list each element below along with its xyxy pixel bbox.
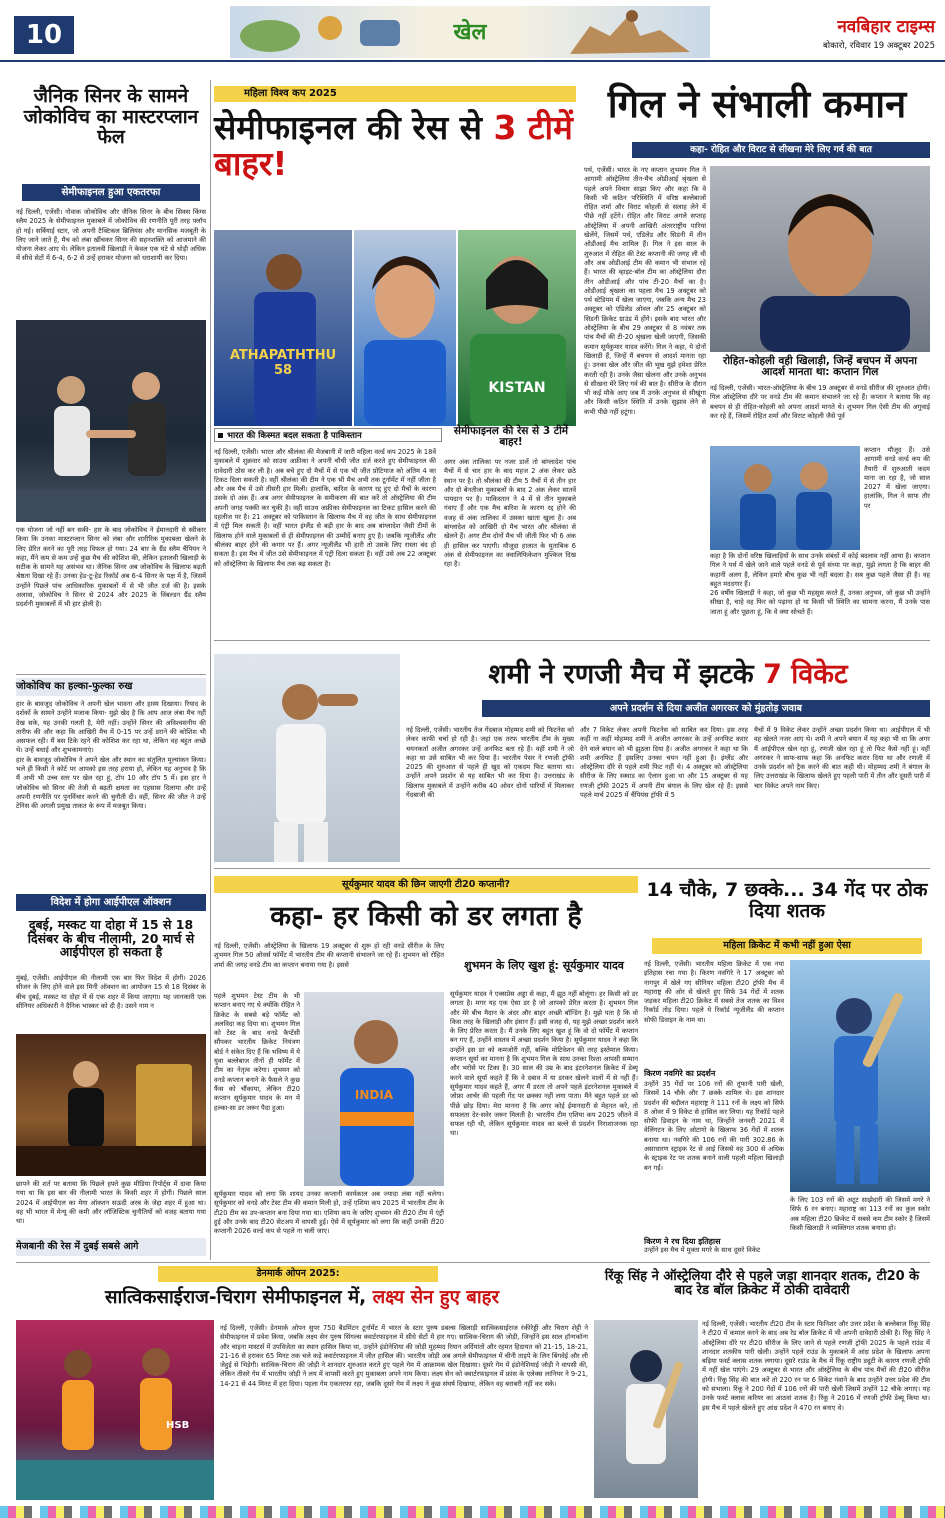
kiran-body-3: उन्होंने इस मैच में मुक्ता मगरे के साथ दूसरे विकेट (644, 1246, 761, 1254)
auctioneer-illustration-icon (16, 1034, 206, 1176)
shami-story (214, 644, 930, 866)
sinner-body-1: नई दिल्ली, एजेंसी। नोवाक जोकोविच और जैनिक सिनर के बीच सिक्स किंग्स स्लैम 2025 के सेमीफाइनल मुकाबले में जोकोविच की रणनीति पूरी तरह फ्लॉप हो गई। सर्बियाई स्टार, जो अपनी टैक्टिकल ब्रिलियंस और मानसिक मजबूती के लिए जाने जाते हैं, मैच को लंबा खींचकर सिनर की सहनशक्ति को आजमाने की योजना लेकर आए थे। लेकिन इतालवी खिलाड़ी ने केवल एक घंटे से थोड़ी अधिक में सीधे सेटों में 6-4, 6-2 से उन्हें हराकर योजना को धराशायी कर दिया। (16, 208, 206, 263)
rinku-headline: रिंकू सिंह ने ऑस्ट्रेलिया दौरे से पहले जड़ा शानदार शतक, टी20 के बाद रेड बॉल क्रिकेट में ठोकी दावेदारी (604, 1269, 920, 1299)
rinku-photo (594, 1320, 698, 1498)
section-divider (214, 640, 930, 641)
page-number: 10 (14, 16, 74, 54)
gill-portrait-icon (710, 166, 930, 352)
rinku-body: नई दिल्ली, एजेंसी। भारतीय टी20 टीम के स्टार फिनिशर और उत्तर प्रदेश के बल्लेबाज रिंकू सिंह ने टी20 में कमाल करने के बाद अब रेड बॉल क्रिकेट में भी अपनी दावेदारी ठोकी है। रिंकू सिंह ने ऑस्ट्रेलिया दौरे पर टी20 सीरीज के लिए जाने से पहले रणजी ट्रॉफी 2025 के पहले राउंड में शानदार शतकीय पारी खेली। उन्होंने पहले राउंड के मुकाबले में आंध्र प्रदेश के खिलाफ अपना बढ़िया फर्स्ट क्लास शतक लगाया। दूसरे राउंड के मैच में रिंकू राष्ट्रीय ड्यूटी के कारण रणजी ट्रॉफी में नहीं खेल पाएंगे। 29 अक्टूबर से भारत और ऑस्ट्रेलिया के बीच पांच मैचों की टी20 सीरीज होगी। रिंकू सिंह की बात करें तो 220 रन पर 6 विकेट गंवाने के बाद उन्होंने उत्तर प्रदेश की टीम को संभाला। रिंकू ने 200 गेंदों में 106 रनों की पारी खेली जिसमें उन्होंने 12 चौके लगाए। यह उनके फर्स्ट क्लास करियर का आठवां शतक है। रिंकू ने 2016 में रणजी ट्रॉफी डेब्यू किया था। इस मैच में पहले खेलते हुए आंध्र प्रदेश ने 470 रन बनाए थे। (702, 1320, 930, 1412)
wwc-story (214, 80, 576, 640)
kiran-photo (790, 960, 930, 1192)
ipl-body-2: छापने की शर्त पर बताया कि पिछले हफ्ते कुछ मीडिया रिपोर्ट्स में दावा किया गया था कि इस बार की नीलामी भारत के किसी शहर में होगी। पिछले साल 2024 में आईपीएल का मेगा ऑक्शन सऊदी अरब के जेद्दा शहर में हुआ था। वह भी भारत में मेन्यू की कमी और लॉजिस्टिक चुनौतियों को वजह बताया गया था। (16, 1180, 206, 1226)
shami-celebration-icon (214, 654, 400, 862)
left-column (16, 80, 206, 1262)
kiran-body-1: नई दिल्ली, एजेंसी। भारतीय महिला क्रिकेट में एक नया इतिहास रचा गया है। किरण नवगिरे ने 17 अक्टूबर को नागपुर में खेले गए सीनियर महिला टी20 ट्रॉफी मैच में महाराष्ट्र की ओर से खेलते हुए सिर्फ 34 गेंदों में शतक जड़कर महिला टी20 क्रिकेट में सबसे तेज शतक का विश्व रिकॉर्ड तोड़ दिया। पहले ये रिकॉर्ड न्यूजीलैंड की कप्तान सोफी डिवाइन के नाम था। (644, 960, 784, 1024)
badminton-headline (16, 1288, 588, 1308)
wwc-caption-bar (214, 428, 442, 442)
surya-headline: कहा- हर किसी को डर लगता है (270, 901, 582, 932)
gill-photo (710, 166, 930, 352)
ipl-body-1: मुंबई, एजेंसी। आईपीएल की नीलामी एक बार फिर विदेश में होगी। 2026 सीजन के लिए होने वाले इस मिनी ऑक्शन का आयोजन 15 से 18 दिसंबर के बीच दुबई, मस्कट या दोहा में से एक शहर में किया जाएगा। यह जानकारी एक सीनियर अधिकारी ने दैनिक भास्कर को दी है। उसने नाम न (16, 974, 206, 1010)
surya-body-top: नई दिल्ली, एजेंसी। ऑस्ट्रेलिया के खिलाफ 19 अक्टूबर से शुरू हो रही वनडे सीरीज के लिए शुभमन गिल 50 ओवर्स फॉर्मेट में भारतीय टीम की कप्तानी संभालने जा रहे हैं। शुभमन को रोहित शर्मा की जगह वनडे टीम का कप्तान बनाया गया है। इससे (214, 942, 444, 969)
surya-kicker: सूर्यकुमार यादव की छिन जाएगी टी20 कप्तानी? (214, 876, 638, 893)
kiran-headline: 14 चौके, 7 छक्के... 34 गेंद पर ठोक दिया शतक (646, 879, 928, 922)
kiran-sub-1: किरण नवगिरे का प्रदर्शन (644, 1069, 716, 1078)
gill-subbar: कहा- रोहित और विराट से सीखना मेरे लिए गर्व की बात (632, 142, 930, 158)
kohli-rohit-photo (710, 446, 860, 550)
surya-photo (304, 992, 444, 1186)
shami-headline-red: 7 विकेट (763, 659, 848, 690)
athlete-silhouette-icon (550, 6, 710, 58)
surya-body-bottom: सूर्यकुमार यादव को लगा कि शायद उनका कप्तानी कार्यकाल अब ज्यादा लंबा नहीं चलेगा। सूर्यकुमार को वनडे और टेस्ट टीम की कमान मिली हो, उन्हें एशिया कप 2025 में भारतीय टीम के टी20 टीम का उप-कप्तान बना दिया गया था। एशिया कप के जरिए शुभमन की टी20 टीम में एंट्री हुई और उनके बाद टी20 सेटअप में वापसी हुई। ऐसे में सूर्यकुमार को लगा कि कहीं उनकी टी20 कप्तानी 2026 वर्ल्ड कप से पहले ना चली जाए। (214, 1190, 444, 1236)
bullet-square-icon (218, 433, 223, 438)
sinner-body-2: एक योजना जो नहीं बन सकी- हार के बाद जोकोविच ने ईमानदारी से स्वीकार किया कि उनका मास्टरप्लान सिनर को लंबा और शारीरिक मुकाबला खेलने के लिए प्रेरित करने का पूरी तरह विफल हो गया। 24 बार के ग्रैंड स्लैम चैंपियन ने कहा, मैंने कम से कम उन्हें कुछ मैच की कोशिश की, लेकिन इतालवी खिलाड़ी के सटीक के सामने यह असंभव था। जैनिक सिनर अब जोकोविच के खिलाफ बढ़ती श्रेष्ठता दिखा रहे हैं। उनका हेड-टू-हेड रिकॉर्ड अब 6-4 सिनर के पक्ष में है, जिसमें उन्होंने पिछले पांच आधिकारिक मुकाबलों में से भी जीत दर्ज की है। इसके अलावा, जोकोविच ने सिनर से 2024 और 2025 के विंबल्डन ग्रैंड स्लैम प्रदर्शनी मुकाबलों में भी हार झेली है। (16, 526, 206, 609)
surya-side-head: शुभमन के लिए खुश हूं: सूर्यकुमार यादव (464, 959, 624, 972)
wwc-body-1: नई दिल्ली, एजेंसी। भारत और श्रीलंका की मेजबानी में जारी महिला वर्ल्ड कप 2025 के 18वें मुकाबले में शुक्रवार को साउथ अफ्रीका ने अपनी चौथी जीत दर्ज करते हुए सेमीफाइनल की दावेदारी ठोस कर ली है। अब बचे हुए दो मैचों में से एक भी जीत प्रोटियाज को अंतिम 4 का टिकट दिला सकती है। वहीं श्रीलंका की टीम ने एक भी मैच अभी तक टूर्नामेंट में नहीं जीता है और अब मैच में उसे तीसरी हार मिली। हालांकि, बारिश के कारण रद्द हुए दो मैचों के कारण उसके दो अंक हैं। अब अगर सेमीफाइनल के समीकरण की बात करें तो ऑस्ट्रेलिया की टीम अपनी जगह पक्की कर चुकी है। वहीं साउथ अफ्रीका सेमीफाइनल का टिकट हासिल करने की दहलीज पर है। 21 अक्टूबर को पाकिस्तान के खिलाफ मैच में वह जीत के साथ सेमीफाइनल में एंट्री मिल सकती है। वहीं भारत इंग्लैंड से बड़ी हार के बाद अब बांग्लादेश जैसी टीमों के खिलाफ होने वाले मुकाबलों से ही सेमीफाइनल की उम्मीदें बनाए हुए है। जबकि न्यूजीलैंड और श्रीलंका बाहर होने की कगार पर हैं। अगर न्यूजीलैंड भी हारी तो उसके लिए रास्ता बंद हो सकता है। इस मैच में जीत उसे सेमीफाइनल में एंट्री दिला सकता है। वहीं उसे अब 22 अक्टूबर को ऑस्ट्रेलिया के खिलाफ मैच तक बढ़ सकता है। (214, 448, 436, 568)
color-registration-strip (0, 1506, 945, 1518)
surya-side-body: सूर्यकुमार यादव ने एक्सप्रेस अड्डा से कहा, मैं झूठ नहीं बोलूंगा। हर किसी को डर लगता है। मगर यह एक ऐसा डर है जो आपको प्रेरित करता है। शुभमन गिल और मेरे बीच मैदान के अंदर और बाहर अच्छी बॉन्डिंग है। मुझे पता है कि वो किस तरह के खिलाड़ी और इंसान हैं। इसी वजह से, यह मुझे अच्छा प्रदर्शन करने के लिए प्रेरित करता है। मैं उनके लिए बहुत खुश हूं कि वो दो फॉर्मेट में कप्तान बन गए हैं, उन्होंने वास्तव में अच्छा प्रदर्शन किया है। सूर्यकुमार यादव ने कहा कि उन्होंने इस डर को कमजोरी नहीं, बल्कि मोटिवेशन की तरह इस्तेमाल किया। कप्तान सूर्या का मानना है कि शुभमन गिल के साथ उनका रिश्ता आपसी सम्मान और भरोसे पर टिका है। 30 साल की उम्र के बाद इंटरनेशनल क्रिकेट में डेब्यू करने वाले सूर्या कहते हैं कि वे दबाव में या डरकर खेलने वालों में से नहीं हैं। सूर्यकुमार यादव कहते हैं, अगर मैं डरता तो अपने पहले इंटरनेशनल मुकाबले में जोफ्रा आर्चर की पहली गेंद पर छक्का नहीं लगा पाता। मैंने बहुत पहले डर को पीछे छोड़ दिया। मेरा मानना है कि अगर कोई ईमानदारी से मेहनत करे, तो सफलता देर-सवेर जरूर मिलती है। भारतीय टीम एशिया कप 2025 जीतने में सफल रही थी, लेकिन सूर्यकुमार यादव का बल्ले से प्रदर्शन निराशाजनक रहा था। (450, 990, 638, 1138)
tennis-handshake-photo (16, 320, 206, 522)
dateline: बोकारो, रविवार 19 अक्टूबर 2025 (823, 41, 935, 51)
joker-body: हार के बावजूद जोकोविच ने अपनी खेल भावना और हास्य दिखाया। रियाद के दर्शकों के सामने उन्होंने मजाक किया- मुझे खेद है कि आप आज लंबा मैच नहीं देख सके, यह उनकी गलती है, मेरी नहीं। उन्होंने सिनर की अविश्वसनीय की तारीफ की और कहा कि आखिरी मैच में 0-15 पर उन्हें डराने की कोशिश भी असफल रही। मैं बस टिके रहने की कोशिश कर रहा था, लेकिन वह बहुत अच्छे थे। उन्हें बधाई और शुभकामनाएं। हार के बावजूद जोकोविच ने अपने खेल और स्थान का संतुलित मूल्यांकन किया। भले ही किसी ने कोर्ट पर आपको इस तरह हराया हो, लेकिन यह अनुभव है कि मैं अभी भी उच्च स्तर पर खेल रहा हूं, टॉप 10 और टॉप 5 में। इस हार ने जोकोविच को सिनर की तेजी से बढ़ती क्षमता का एहसास दिलाया और उन्हें अपनी रणनीति पर पुनर्विचार करने की चुनौती दी। वहीं, सिनर की जीत ने उन्हें टेनिस की अगली प्रमुख ताकत के रूप में मजबूत किया। (16, 700, 206, 811)
shami-col-2: और 7 विकेट लेकर अपनी फिटनेस को साबित कर दिया। इस तरह कहीं ना कहीं मोहम्मद शमी ने अजीत अगरकर के उन्हें अनफिट करार देने वाले बयान को भी झुठला दिया है। अजीत अगरकर ने कहा था कि शमी अनफिट हैं इसलिए उनका चयन नहीं हुआ है। इंग्लैंड और ऑस्ट्रेलिया दौरे से पहले शमी फिट नहीं थे। 4 अक्टूबर को ऑस्ट्रेलिया सीरीज के लिए स्क्वाड का ऐलान हुआ था और 15 अक्टूबर से यह रणजी ट्रॉफी 2025 में अपनी टीम बंगाल के लिए खेल रहे हैं। इससे पहले मार्च 2025 में चैंपियंस ट्रॉफी में 5 (580, 726, 748, 800)
shami-photo (214, 654, 400, 862)
surya-story (214, 872, 638, 1258)
header-banner (230, 6, 710, 58)
wwc-photo-india (354, 230, 456, 426)
sports-collage-icon (230, 6, 410, 58)
kiran-body-2: उन्होंने 35 गेंदों पर 106 रनों की तूफानी पारी खेली, जिसमें 14 चौके और 7 छक्के शामिल थे। इस शानदार प्रदर्शन की बदौलत महाराष्ट्र ने 111 रनों के लक्ष्य को सिर्फ 8 ओवर में 9 विकेट से हासिल कर लिया। यह रिकॉर्ड पहले सोफी डिवाइन के नाम था, जिन्होंने जनवरी 2021 में वेलिंगटन के लिए ओटागो के खिलाफ 36 गेंदों में शतक बनाया था। नवगिरे की 106 रनों की पारी 302.86 के असाधारण स्ट्राइक रेट से आई जिससे वह 300 से अधिक के स्ट्राइक रेट पर शतक बनाने वाली पहली महिला खिलाड़ी बन गईं। (644, 1080, 784, 1172)
jersey-text: ATHAPATHTHU 58 (229, 348, 337, 378)
shami-subbar: अपने प्रदर्शन से दिया अजीत अगरकर को मुंहतोड़ जवाब (482, 700, 930, 717)
surya-jersey-text: INDIA (354, 1088, 394, 1102)
badminton-photo-text: HSB (166, 1420, 190, 1431)
surya-body-left: पहले शुभमन टेस्ट टीम के भी कप्तान बनाए गए थे क्योंकि रोहित ने क्रिकेट के सबसे बड़े फॉर्मेट को अलविदा कह दिया था। शुभमन गिल को टेस्ट के बाद वनडे कैप्टेंसी सौंपकर भारतीय क्रिकेट नियंत्रण बोर्ड ने संकेत दिए हैं कि भविष्य में ये युवा बल्लेबाज तीनों ही फॉर्मेट में टीम का नेतृत्व करेगा। शुभमन को वनडे कप्तान बनाने के फैसले ने कुछ फैंस को चौंकाया, लेकिन टी20 कप्तान सूर्यकुमार यादव के मन में हल्का-सा डर जरूर पैदा हुआ। (214, 992, 300, 1112)
badminton-photo (16, 1320, 214, 1500)
column-divider (210, 80, 211, 1260)
divider (16, 674, 206, 675)
section-divider (16, 1262, 930, 1263)
section-title: खेल (453, 20, 487, 45)
pakistan-player-icon (458, 230, 576, 426)
shami-col-1: नई दिल्ली, एजेंसी। भारतीय तेज गेंदबाज मोहम्मद शमी को फिटनेस को लेकर काफी चर्चा हो रही है। जहां एक तरफ भारतीय टीम के मुख्य चयनकर्ता अजीत अगरकर उन्हें अनफिट बता रहे हैं। वहीं शमी ने जो कहा था उसे साबित भी कर दिया है। भारतीय पेसर ने रणजी ट्रॉफी 2025 की शुरुआत से पहले ही खुद को एकदम फिट बताया था। उन्होंने अपने प्रदर्शन से यह साबित भी कर दिया है। उत्तराखंड के खिलाफ मुकाबले में उन्होंने करीब 40 ओवर दोनों पारियों में मिलाकर गेंदबाजी की (406, 726, 574, 800)
wwc-headline (214, 110, 576, 181)
joker-subhead: जोकोविच का हल्का-फुल्का रुख (16, 678, 206, 696)
badminton-story (16, 1266, 588, 1500)
wwc-kicker: महिला विश्व कप 2025 (214, 86, 576, 102)
wwc-headline-red: 3 टीमें बाहर! (214, 108, 573, 183)
sinner-subhead: सेमीफाइनल हुआ एकतरफा (22, 184, 200, 201)
players-illustration-icon (16, 320, 206, 522)
ipl-bar: विदेश में होगा आईपीएल ऑक्शन (16, 894, 206, 911)
badminton-players-icon (16, 1320, 214, 1500)
auction-photo (16, 1034, 206, 1176)
badminton-body: नई दिल्ली, एजेंसी। डेनमार्क ओपन सुपर 750 बैडमिंटन टूर्नामेंट में भारत के स्टार पुरुष डबल्स खिलाड़ी सात्विकसाईराज रंकीरेड्डी और चिराग शेट्टी ने सेमीफाइनल में प्रवेश किया, जबकि लक्ष्य सेन पुरुष सिंगल्स क्वार्टरफाइनल में सीधे सेटों में हार गए। सात्विक-चिराग की जोड़ी, जिन्होंने इस साल हॉन्गकॉन्ग और चाइना मास्टर्स में उपविजेता का स्थान हासिल किया था, उन्होंने इंडोनेशिया की जोड़ी मुहम्मद रियान अर्दियांतो और रहमत हिदायत को 21-15, 18-21, 21-16 से हराकर 65 मिनट तक चले कड़े क्वार्टरफाइनल में जीत हासिल की। भारतीय जोड़ी अब अगले सेमीफाइनल में चीनी ताइपे के लिन बिंगवेई और ली जेहुई से भिड़ेगी। सात्विक-चिराग की जोड़ी ने शानदार शुरुआत करते हुए पहले गेम में आक्रामक खेल दिखाया। दूसरे गेम में इंडोनेशियाई जोड़ी ने वापसी की, लेकिन तीसरे गेम में भारतीय जोड़ी ने लय में वापसी करते हुए मुकाबला अपने नाम किया। लक्ष्य सेन को क्वार्टरफाइनल में फ्रांस के एलेक्स लानियर ने 9-21, 14-21 से 44 मिनट में हरा दिया। पहला गेम एकतरफा रहा, जबकि दूसरे गेम में लक्ष्य ने कुछ संघर्ष दिखाया, लेकिन वह बराबरी नहीं कर सके। (220, 1324, 588, 1388)
gill-quote-body-2: कहा है कि दोनों वरिष्ठ खिलाड़ियों के साथ उनके संबंधों में कोई बदलाव नहीं आया है। कप्तान गिल ने पर्थ में खेले जाने वाले पहले वनडे से पूर्व संध्या पर कहा, मुझे लगता है कि बाहर की कहानी अलग है, लेकिन हमारे बीच कुछ भी नहीं बदला है। सब कुछ पहले जैसा ही है। वह बहुत मददगार हैं। 26 वर्षीय खिलाड़ी ने कहा, जो कुछ भी महसूस करते हैं, उनका अनुभव, जो कुछ भी उन्होंने सीखा है, चाहे वह फिर को पढ़ाना हो या किसी भी स्थिति का सामना करना, मैं उनके पास जाता हूं और पूछता हूं, कि वे क्या सोचते हैं। (710, 552, 930, 616)
gill-quote-body-1: नई दिल्ली, एजेंसी। भारत-ऑस्ट्रेलिया के बीच 19 अक्टूबर से वनडे सीरीज की शुरुआत होगी। गिल ऑस्ट्रेलिया दौरे पर वनडे टीम की कमान संभालने जा रहे हैं। कप्तान ने बताया कि वह बचपन से ही रोहित-कोहली को अपना आदर्श मानते थे। शुभमन गिल ऐसी टीम की अगुवाई कर रहे हैं, जिसमें रोहित शर्मा और विराट कोहली जैसे पूर्व (710, 384, 930, 420)
shami-headline (406, 660, 930, 689)
masthead: नवबिहार टाइम्स (837, 17, 935, 37)
kohli-rohit-icon (710, 446, 860, 550)
badminton-headline-black: सात्विकसाईराज-चिराग सेमीफाइनल में, (104, 1287, 367, 1308)
gill-quote-head: रोहित-कोहली वही खिलाड़ी, जिन्हें बचपन में अपना आदर्श मानता था: कप्तान गिल (723, 355, 917, 379)
wwc-photo-pakistan (458, 230, 576, 426)
kiran-batting-icon (790, 960, 930, 1192)
gill-quote-side: कप्तान मौजूद हैं। उसे आगामी वनडे वर्ल्ड कप की तैयारी में शुरुआती कदम माना जा रहा है, जो साल 2027 में खेला जाएगा। हालांकि, गिल ने साफ तौर पर (864, 446, 930, 510)
shami-col-3: मैचों में 9 विकेट लेकर उन्होंने अच्छा प्रदर्शन किया था। आईपीएल में भी वह खेलते नजर आए थे। शमी ने अपने बयान में यह कहा भी था कि अगर मैं आईपीएल खेल रहा हूं, रणजी खेल रहा हूं तो फिट कैसे नहीं हूं। वहीं अगरकर ने साफ-साफ कहा कि अनफिट करार दिया था और रणजी में उनके प्रदर्शन को ट्रैक करने की बात कही थी। मोहम्मद शमी ने बंगाल के लिए उत्तराखंड के खिलाफ खेलते हुए पहली पारी में तीन और दूसरी पारी में चार विकेट अपने नाम किए। (754, 726, 930, 790)
wwc-caption-text: भारत की किस्मत बदल सकता है पाकिस्तान (227, 431, 362, 441)
wwc-photo-srilanka (214, 230, 352, 426)
badminton-kicker: डेनमार्क ओपन 2025: (158, 1266, 438, 1282)
wwc-headline-black: सेमीफाइनल की रेस से (214, 108, 482, 147)
kiran-subbar: महिला क्रिकेट में कभी नहीं हुआ ऐसा (652, 938, 922, 954)
gill-body: पर्थ, एजेंसी। भारत के नए कप्तान शुभमन गिल ने आगामी ऑस्ट्रेलिया तीन-मैच ओडीआई श्रृंखला से पहले अपने विचार साझा किए और कहा कि वे किसी भी कठिन परिस्थिति में वरिष्ठ बल्लेबाजों रोहित शर्मा और विराट कोहली से सलाह लेने में पीछे नहीं हटेंगे। रोहित और विराट अगले सप्ताह ऑस्ट्रेलिया में अपनी आखिरी अंतरराष्ट्रीय पारियां खेलेंगे, जिसमें पर्थ, एडिलेड और सिडनी में तीन ओडीआई मैच शामिल हैं। गिल ने इस साल के शुरुआत में रोहित की टेस्ट कप्तानी की जगह ली थी और अब ओडीआई टीम की कमान भी संभाल रहे हैं। भारत की व्हाइट-बॉल टीम का ऑस्ट्रेलिया दौरा तीन ओडीआई और पांच टी-20 मैचों का है। ओडीआई श्रृंखला का पहला मैच 19 अक्टूबर को पर्थ स्टेडियम में खेला जाएगा, जबकि अन्य मैच 23 अक्टूबर को एडिलेड ओवल और 25 अक्टूबर को सिडनी क्रिकेट ग्राउंड में होंगे। इसके बाद भारत और ऑस्ट्रेलिया के बीच 29 अक्टूबर से 8 नवंबर तक पांच मैचों की टी-20 श्रृंखला खेली जाएगी, जिसकी कमान सूर्यकुमार यादव करेंगे। गिल ने कहा, ये दोनों खिलाड़ी हैं, जिन्हें मैं बचपन से आदर्श मानता रहा हूं। उनका खेल और जीत की भूख मुझे हमेशा प्रेरित करती रही है। उनके जैसा खेलना और उनके अनुभव से सीखना मेरे लिए गर्व की बात है। सीरीज के दौरान भी कई मौके आए जब मैं उनके अनुभव से सीखूंगा और किसी कठिन स्थिति में उनके सुझाव लेने से कभी पीछे नहीं हटूंगा। (584, 166, 706, 416)
srilanka-player-icon (214, 230, 352, 426)
gill-story (584, 80, 930, 640)
wwc-side-head: सेमीफाइनल की रेस से 3 टीमें बाहर! (453, 425, 569, 449)
wwc-body-2: अगर अंक तालिका पर नजर डालें तो बांग्लादेश पांच मैचों में से चार हार के बाद महज 2 अंक लेकर छठे स्थान पर है। तो श्रीलंका की टीम 5 मैचों में से तीन हार और दो बेनतीजा मुकाबलों के बाद 2 अंक लेकर सातवें पायदान पर है। पाकिस्तान ने 4 में से तीन मुकाबले गंवाए हैं और एक मैच बारिश के कारण रद्द होने की वजह से अंक तालिका में उसका खाता खुला है। अब बांग्लादेश को आखिरी दो मैच भारत और श्रीलंका से खेलने हैं। अगर टीम दोनों मैच भी जीती फिर भी 6 अंक ही हासिल कर पाएगी। मौजूदा हालात के मुताबिक 6 अंक से सेमीफाइनल का क्वालिफिकेशन मुश्किल दिख रहा है। (444, 458, 576, 569)
kiran-sub-2: किरण ने रच दिया इतिहास (644, 1237, 721, 1246)
shami-headline-black: शमी ने रणजी मैच में झटके (488, 659, 754, 690)
gill-headline: गिल ने संभाली कमान (607, 82, 907, 126)
jersey-pk-text: KISTAN (488, 380, 546, 396)
sinner-headline: जैनिक सिनर के सामने जोकोविच का मास्टरप्लान फेल (23, 85, 199, 149)
rinku-batting-icon (594, 1320, 698, 1498)
badminton-headline-red: लक्ष्य सेन हुए बाहर (372, 1287, 500, 1308)
ipl-headline: दुबई, मस्कट या दोहा में 15 से 18 दिसंबर के बीच नीलामी, 20 मार्च से आईपीएल हो सकता है (27, 917, 195, 959)
kiran-story (644, 872, 930, 1258)
ipl-subhead-2: मेजबानी की रेस में दुबई सबसे आगे (16, 1238, 206, 1256)
page-header (0, 0, 945, 62)
kiran-body-4: के लिए 103 रनों की अटूट साझेदारी की जिसमें मगरे ने सिर्फ 6 रन बनाए। महाराष्ट्र का 113 रनों का कुल स्कोर अब महिला टी20 क्रिकेट में सबसे कम टीम स्कोर है जिसमें किसी खिलाड़ी ने व्यक्तिगत शतक बनाया हो। (790, 1196, 930, 1232)
rinku-story (594, 1266, 930, 1500)
section-divider (214, 868, 930, 869)
india-captain-icon (354, 230, 456, 426)
